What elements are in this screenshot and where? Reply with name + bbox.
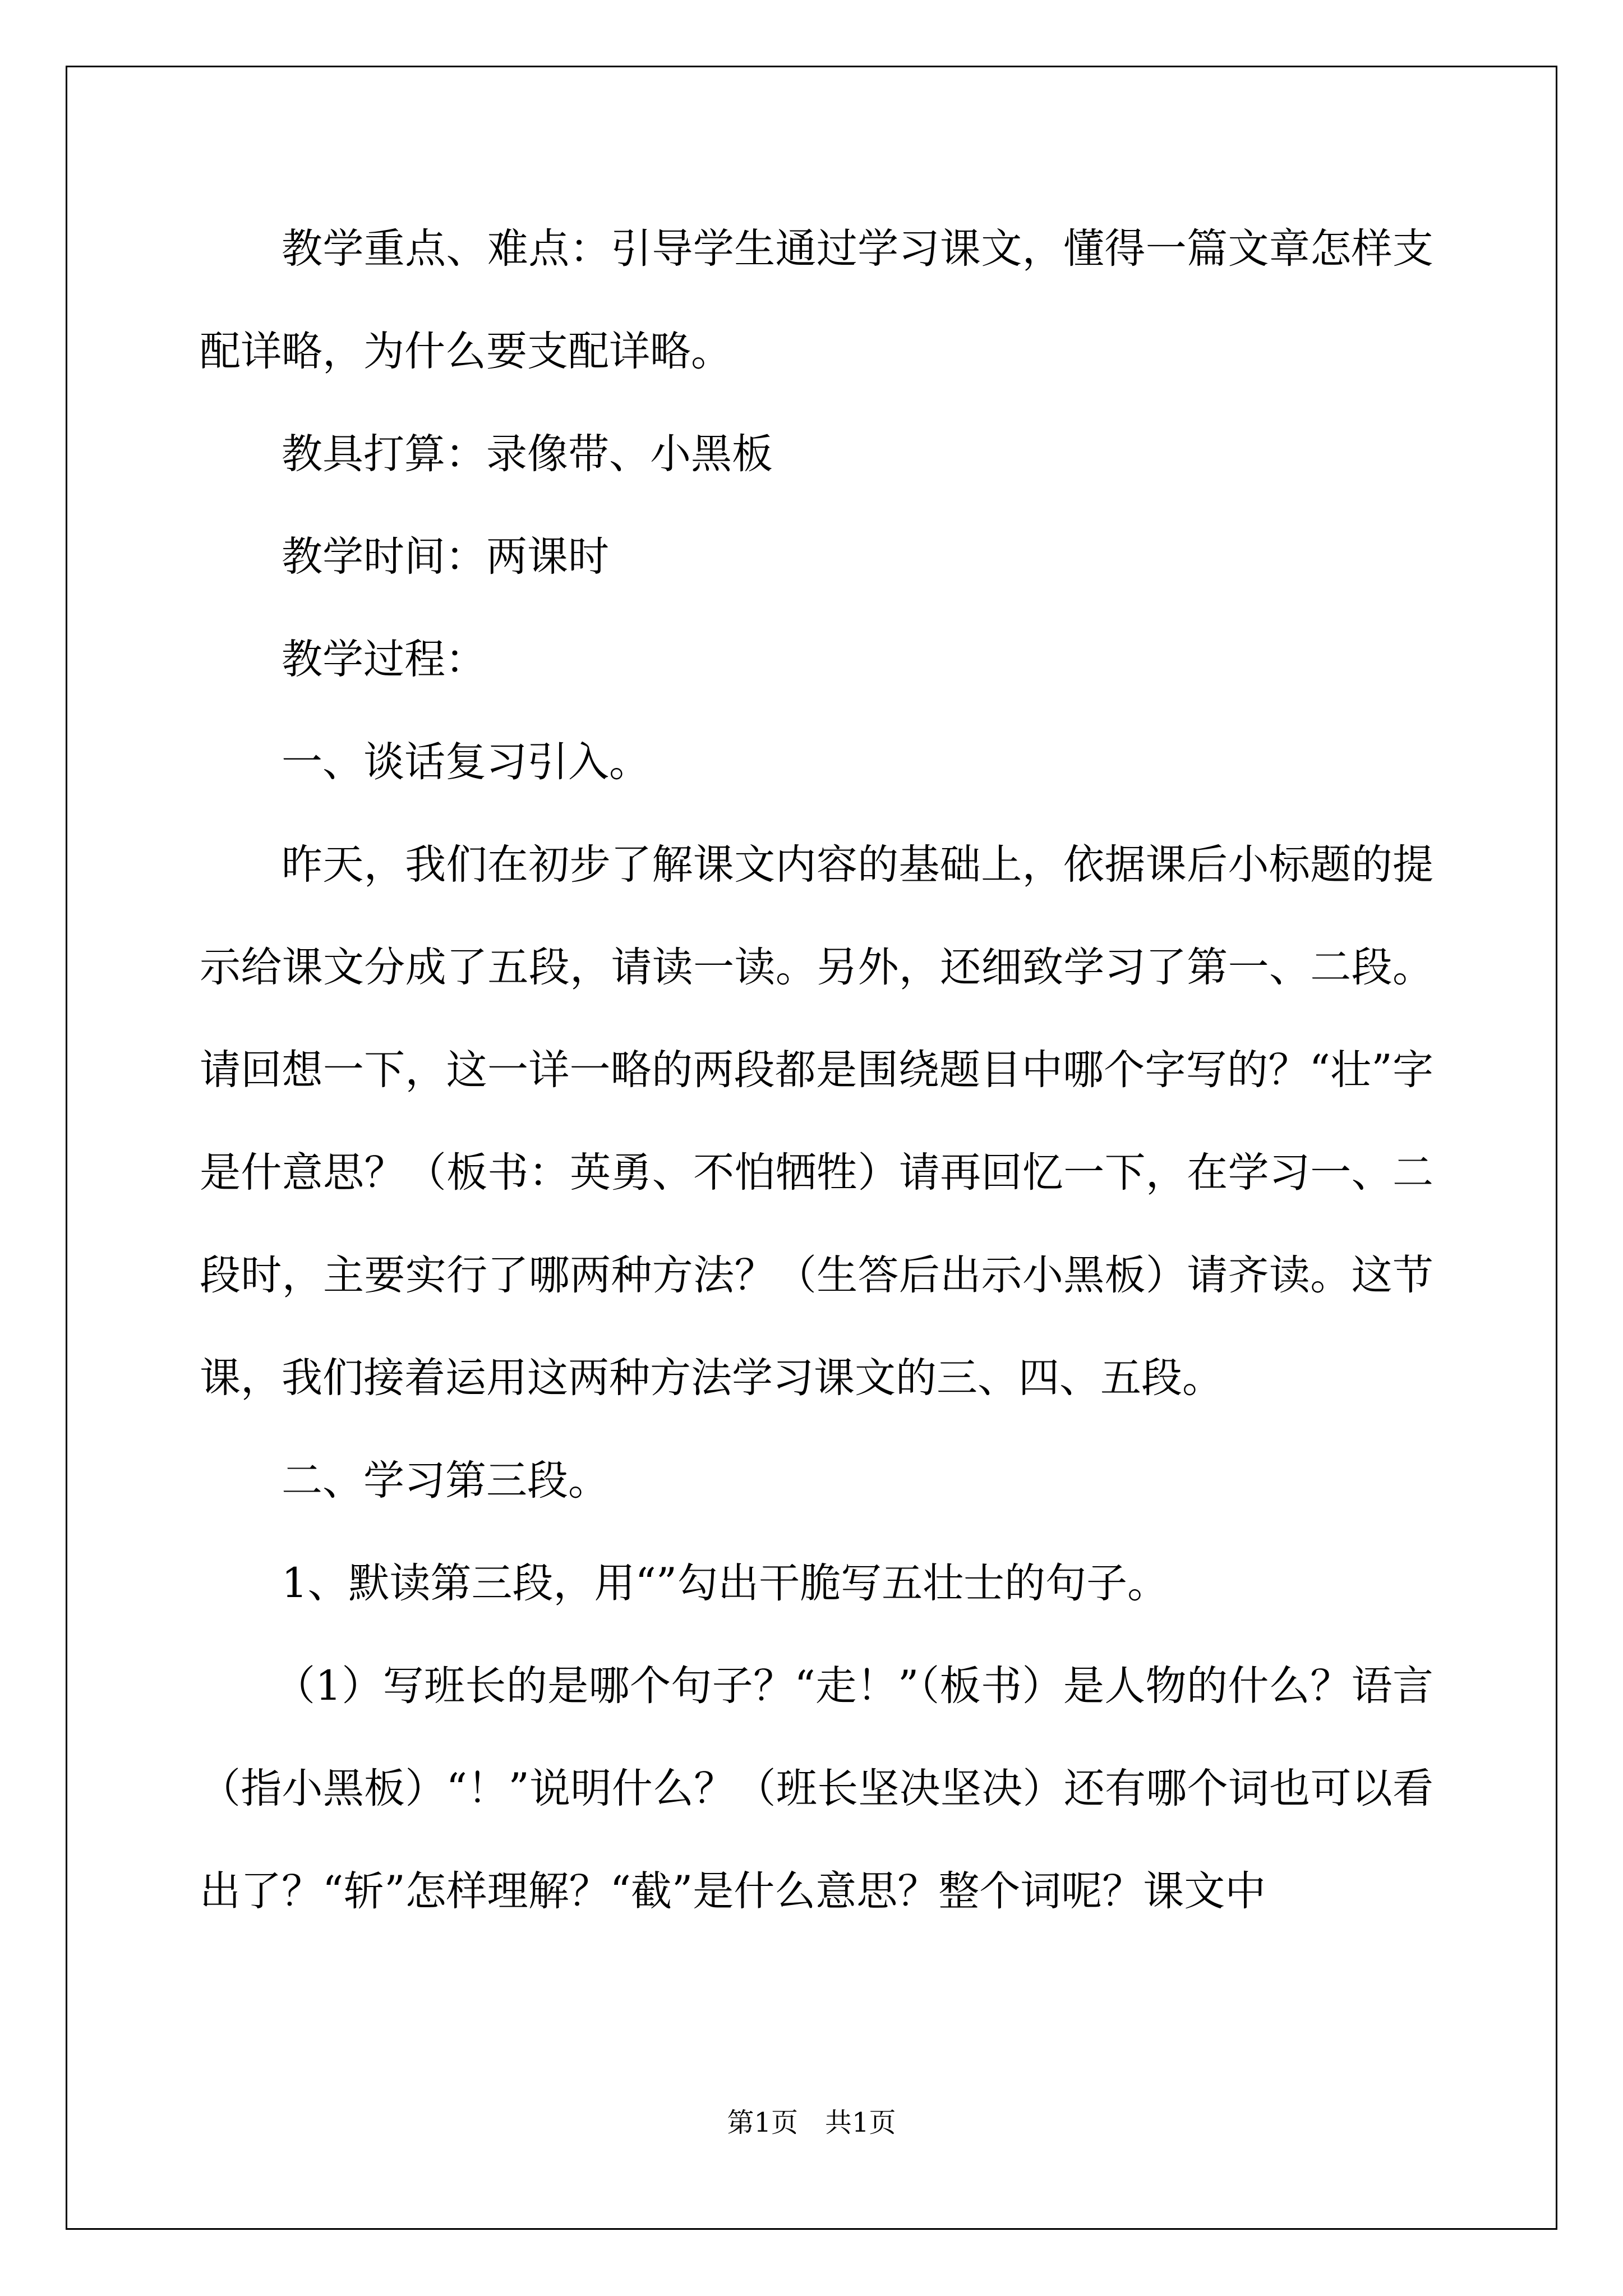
paragraph-section-one-heading: 一、谈话复习引入。 <box>282 738 650 786</box>
paragraph-review-intro: 昨天，我们在初步了解课文内容的基础上，依据课后小标题的提示给课文分成了五段，请读一读。另外，还细致学习了第一、二段。请回想一下，这一详一略的两段都是围绕题目中哪个字写的？“壮”字是什意思？（板书：英勇、不怕牺牲）请再回忆一下，在学习一、二段时，主要实行了哪两种方法？（生答后出示小黑板）请齐读。这节课，我们接着运用这两种方法学习课文的三、四、五段。 <box>200 841 1433 1402</box>
paragraph-teaching-aids: 教具打算：录像带、小黑板 <box>282 430 773 478</box>
paragraph-step-one: 1、默读第三段，用“”勾出干脆写五壮士的句子。 <box>282 1559 1169 1607</box>
paragraph-key-points: 教学重点、难点：引导学生通过学习课文，懂得一篇文章怎样支配详略，为什么要支配详略。 <box>200 225 1433 375</box>
page-footer: 第1页 共1页 <box>727 2107 896 2138</box>
paragraph-section-two-heading: 二、学习第三段。 <box>282 1457 609 1504</box>
paragraph-teaching-process: 教学过程： <box>282 636 486 683</box>
document-body <box>200 197 1433 1943</box>
paragraph-teaching-time: 教学时间：两课时 <box>282 533 609 581</box>
paragraph-step-one-sub: （1）写班长的是哪个句子？“走！”（板书）是人物的什么？语言（指小黑板）“！”说明什么？（班长坚决坚决）还有哪个词也可以看出了？“斩”怎样理解？“截”是什么意思？整个词呢？课文中 <box>200 1662 1433 1915</box>
